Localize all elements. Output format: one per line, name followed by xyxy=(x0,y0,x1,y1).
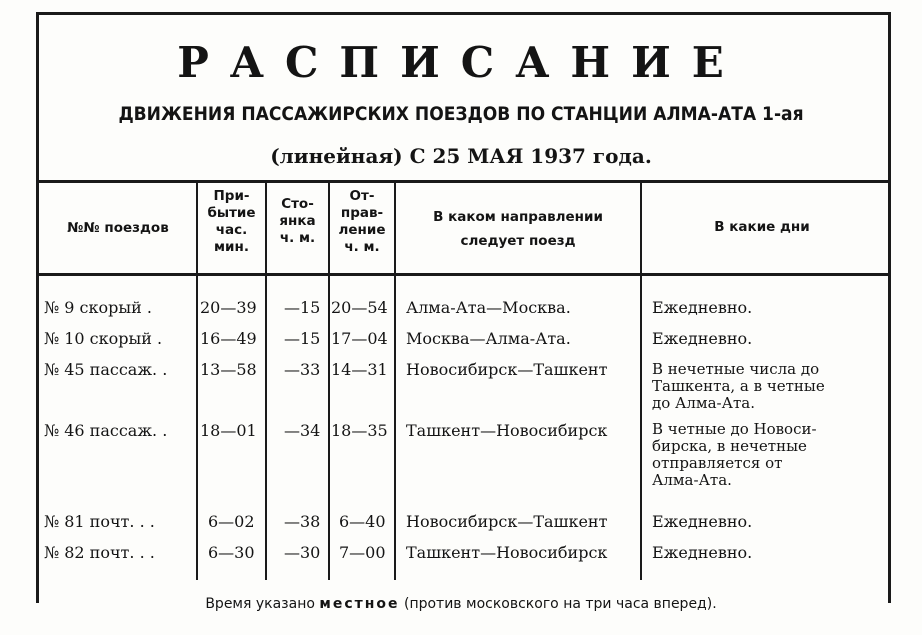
stop-duration: —30 xyxy=(284,543,321,562)
document-subtitle: ДВИЖЕНИЯ ПАССАЖИРСКИХ ПОЕЗДОВ ПО СТАНЦИИ АЛМА-АТА 1-ая xyxy=(118,103,804,125)
train-number: № 45 пассаж. . xyxy=(44,360,168,379)
stop-duration: —15 xyxy=(284,329,321,348)
departure-time: 17—04 xyxy=(331,329,388,348)
arrival-time: 20—39 xyxy=(200,298,257,317)
arrival-time: 6—02 xyxy=(208,512,255,531)
days: Ежедневно. xyxy=(652,512,753,531)
train-number: № 82 почт. . . xyxy=(44,543,155,562)
stop-duration: —34 xyxy=(284,421,321,440)
train-number: № 9 скорый . xyxy=(44,298,152,317)
arrival-time: 16—49 xyxy=(200,329,257,348)
arrival-time: 13—58 xyxy=(200,360,257,379)
footer-prefix: Время указано xyxy=(205,596,315,612)
departure-time: 18—35 xyxy=(331,421,388,440)
document-title: РАСПИСАНИЕ xyxy=(177,38,745,87)
header-bottom-rule xyxy=(36,273,888,276)
direction: Ташкент—Новосибирск xyxy=(406,543,608,562)
stop-duration: —15 xyxy=(284,298,321,317)
departure-time: 20—54 xyxy=(331,298,388,317)
stop-duration: —38 xyxy=(284,512,321,531)
footer-suffix: (против московского на три часа вперед). xyxy=(403,596,717,612)
arrival-time: 6—30 xyxy=(208,543,255,562)
header-train: №№ поездов xyxy=(67,220,169,236)
days: В четные до Новоси- бирска, в нечетные отправляется от Алма-Ата. xyxy=(652,420,817,489)
header-stop: Сто- янка ч. м. xyxy=(279,196,316,246)
direction: Новосибирск—Ташкент xyxy=(406,360,608,379)
header-direction: В каком направлении следует поезд xyxy=(433,209,603,249)
column-divider xyxy=(640,183,642,580)
header-arrival: При- бытие час. мин. xyxy=(207,188,256,255)
footer-note xyxy=(0,596,922,612)
table-top-rule xyxy=(36,180,888,183)
direction: Новосибирск—Ташкент xyxy=(406,512,608,531)
direction: Ташкент—Новосибирск xyxy=(406,421,608,440)
train-number: № 81 почт. . . xyxy=(44,512,155,531)
train-number: № 46 пассаж. . xyxy=(44,421,168,440)
header-days: В какие дни xyxy=(714,219,810,235)
departure-time: 6—40 xyxy=(339,512,386,531)
direction: Алма-Ата—Москва. xyxy=(406,298,571,317)
departure-time: 14—31 xyxy=(331,360,388,379)
header-departure: От- прав- ление ч. м. xyxy=(338,188,386,255)
departure-time: 7—00 xyxy=(339,543,386,562)
document-date-line: (линейная) С 25 МАЯ 1937 года. xyxy=(270,144,652,168)
stop-duration: —33 xyxy=(284,360,321,379)
train-number: № 10 скорый . xyxy=(44,329,163,348)
arrival-time: 18—01 xyxy=(200,421,257,440)
footer-emphasis: местное xyxy=(319,596,400,612)
days: Ежедневно. xyxy=(652,329,753,348)
days: Ежедневно. xyxy=(652,543,753,562)
days: Ежедневно. xyxy=(652,298,753,317)
direction: Москва—Алма-Ата. xyxy=(406,329,571,348)
days: В нечетные числа до Ташкента, а в четные до Алма-Ата. xyxy=(652,360,825,412)
